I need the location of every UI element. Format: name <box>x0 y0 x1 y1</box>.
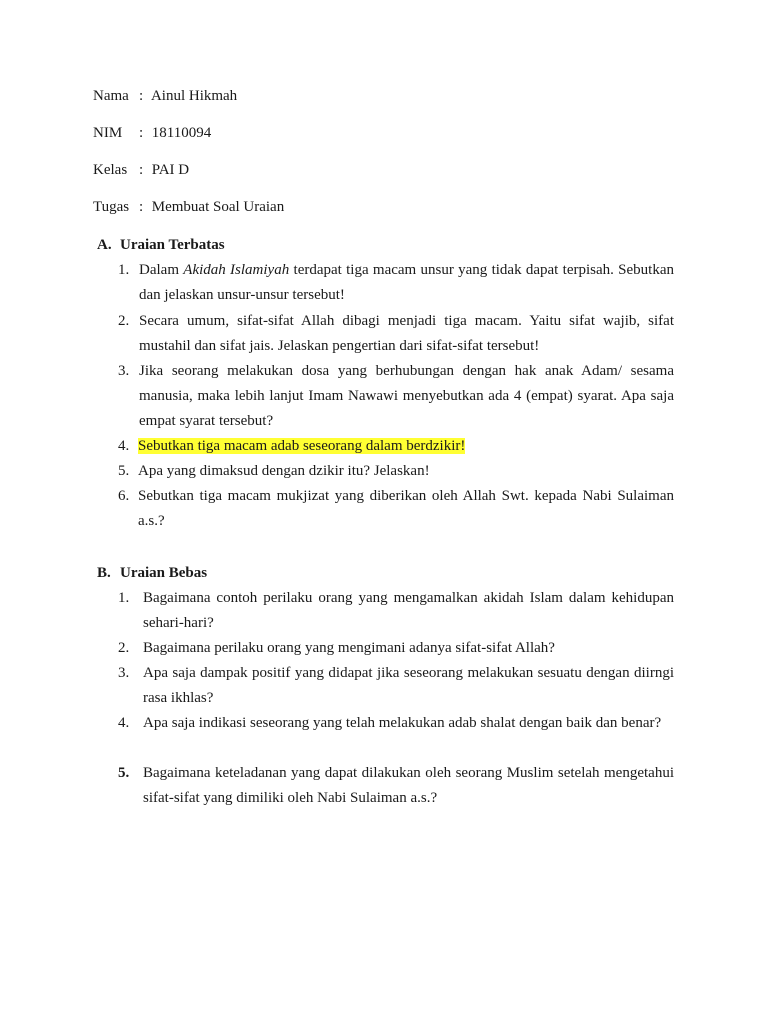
question-text: Bagaimana keteladanan yang dapat dilakukan oleh seorang Muslim setelah mengetahui sifat-sifat yang dimiliki oleh Nabi Sulaiman a.s.? <box>143 765 674 806</box>
tugas-separator: : <box>139 199 144 215</box>
tugas-value: Membuat Soal Uraian <box>151 199 285 215</box>
nim-label: NIM <box>93 125 123 141</box>
question-number: 3. <box>118 363 130 379</box>
question-number: 3. <box>118 665 130 681</box>
kelas-separator: : <box>139 162 144 178</box>
kelas-label: Kelas <box>93 162 128 178</box>
question-text: Sebutkan tiga macam mukjizat yang diberikan oleh Allah Swt. kepada Nabi Sulaiman a.s.? <box>138 488 674 529</box>
section-a-question-4 <box>118 434 674 459</box>
question-text-pre: Dalam <box>139 262 184 278</box>
section-b-heading <box>97 562 207 584</box>
section-a-title: Uraian Terbatas <box>120 237 225 253</box>
section-a-heading <box>97 234 225 256</box>
tugas-label: Tugas <box>93 199 130 215</box>
question-text: Apa saja indikasi seseorang yang telah melakukan adab shalat dengan baik dan benar? <box>143 715 662 731</box>
nama-value: Ainul Hikmah <box>150 88 238 104</box>
question-number: 5. <box>118 463 130 479</box>
tugas-row <box>93 196 284 218</box>
akidah-islamiyah-term: Akidah Islamiyah <box>183 262 290 278</box>
question-number: 1. <box>118 262 130 278</box>
kelas-row <box>93 159 189 181</box>
section-a-letter: A. <box>97 237 112 253</box>
section-b-question-3 <box>118 661 674 711</box>
nim-value: 18110094 <box>151 125 212 141</box>
section-b-question-4 <box>118 711 674 761</box>
question-number: 2. <box>118 640 130 656</box>
section-a-question-3 <box>118 359 674 434</box>
question-text: Apa saja dampak positif yang didapat jika seseorang melakukan sesuatu dengan diirngi rasa ikhlas? <box>143 665 674 706</box>
nim-separator: : <box>139 125 144 141</box>
nim-row <box>93 122 211 144</box>
section-a-question-5 <box>118 459 674 484</box>
highlighted-text: Sebutkan tiga macam adab seseorang dalam berdzikir! <box>138 438 466 454</box>
question-text <box>138 434 674 459</box>
question-number: 2. <box>118 313 130 329</box>
section-a-question-2 <box>118 309 674 359</box>
section-b-question-1 <box>118 586 674 636</box>
section-b-letter: B. <box>97 565 111 581</box>
section-a-question-6 <box>118 484 674 534</box>
question-text: Bagaimana perilaku orang yang mengimani adanya sifat-sifat Allah? <box>143 640 555 656</box>
nama-row <box>93 85 237 107</box>
section-b-question-2 <box>118 636 674 661</box>
question-text-post: terdapat tiga macam unsur yang tidak dapat terpisah. Sebutkan dan jelaskan unsur-unsur tersebut! <box>139 262 674 303</box>
question-number: 4. <box>118 438 130 454</box>
question-number: 5. <box>118 765 130 781</box>
nama-label: Nama <box>93 88 129 104</box>
question-number: 6. <box>118 488 130 504</box>
nama-separator: : <box>139 88 144 104</box>
question-text: Jika seorang melakukan dosa yang berhubungan dengan hak anak Adam/ sesama manusia, maka lebih lanjut Imam Nawawi menyebutkan ada 4 (empat) syarat. Apa saja empat syarat tersebut? <box>139 363 674 429</box>
question-text: Bagaimana contoh perilaku orang yang mengamalkan akidah Islam dalam kehidupan sehari-hari? <box>143 590 674 631</box>
section-a-question-1 <box>118 258 674 308</box>
section-b-title: Uraian Bebas <box>120 565 208 581</box>
question-text: Apa yang dimaksud dengan dzikir itu? Jelaskan! <box>138 463 430 479</box>
kelas-value: PAI D <box>151 162 190 178</box>
question-number: 4. <box>118 715 130 731</box>
question-text <box>139 258 674 308</box>
section-b-question-5 <box>118 761 674 811</box>
question-text: Secara umum, sifat-sifat Allah dibagi menjadi tiga macam. Yaitu sifat wajib, sifat mustahil dan sifat jais. Jelaskan pengertian dari sifat-sifat tersebut! <box>139 313 674 354</box>
question-number: 1. <box>118 590 130 606</box>
